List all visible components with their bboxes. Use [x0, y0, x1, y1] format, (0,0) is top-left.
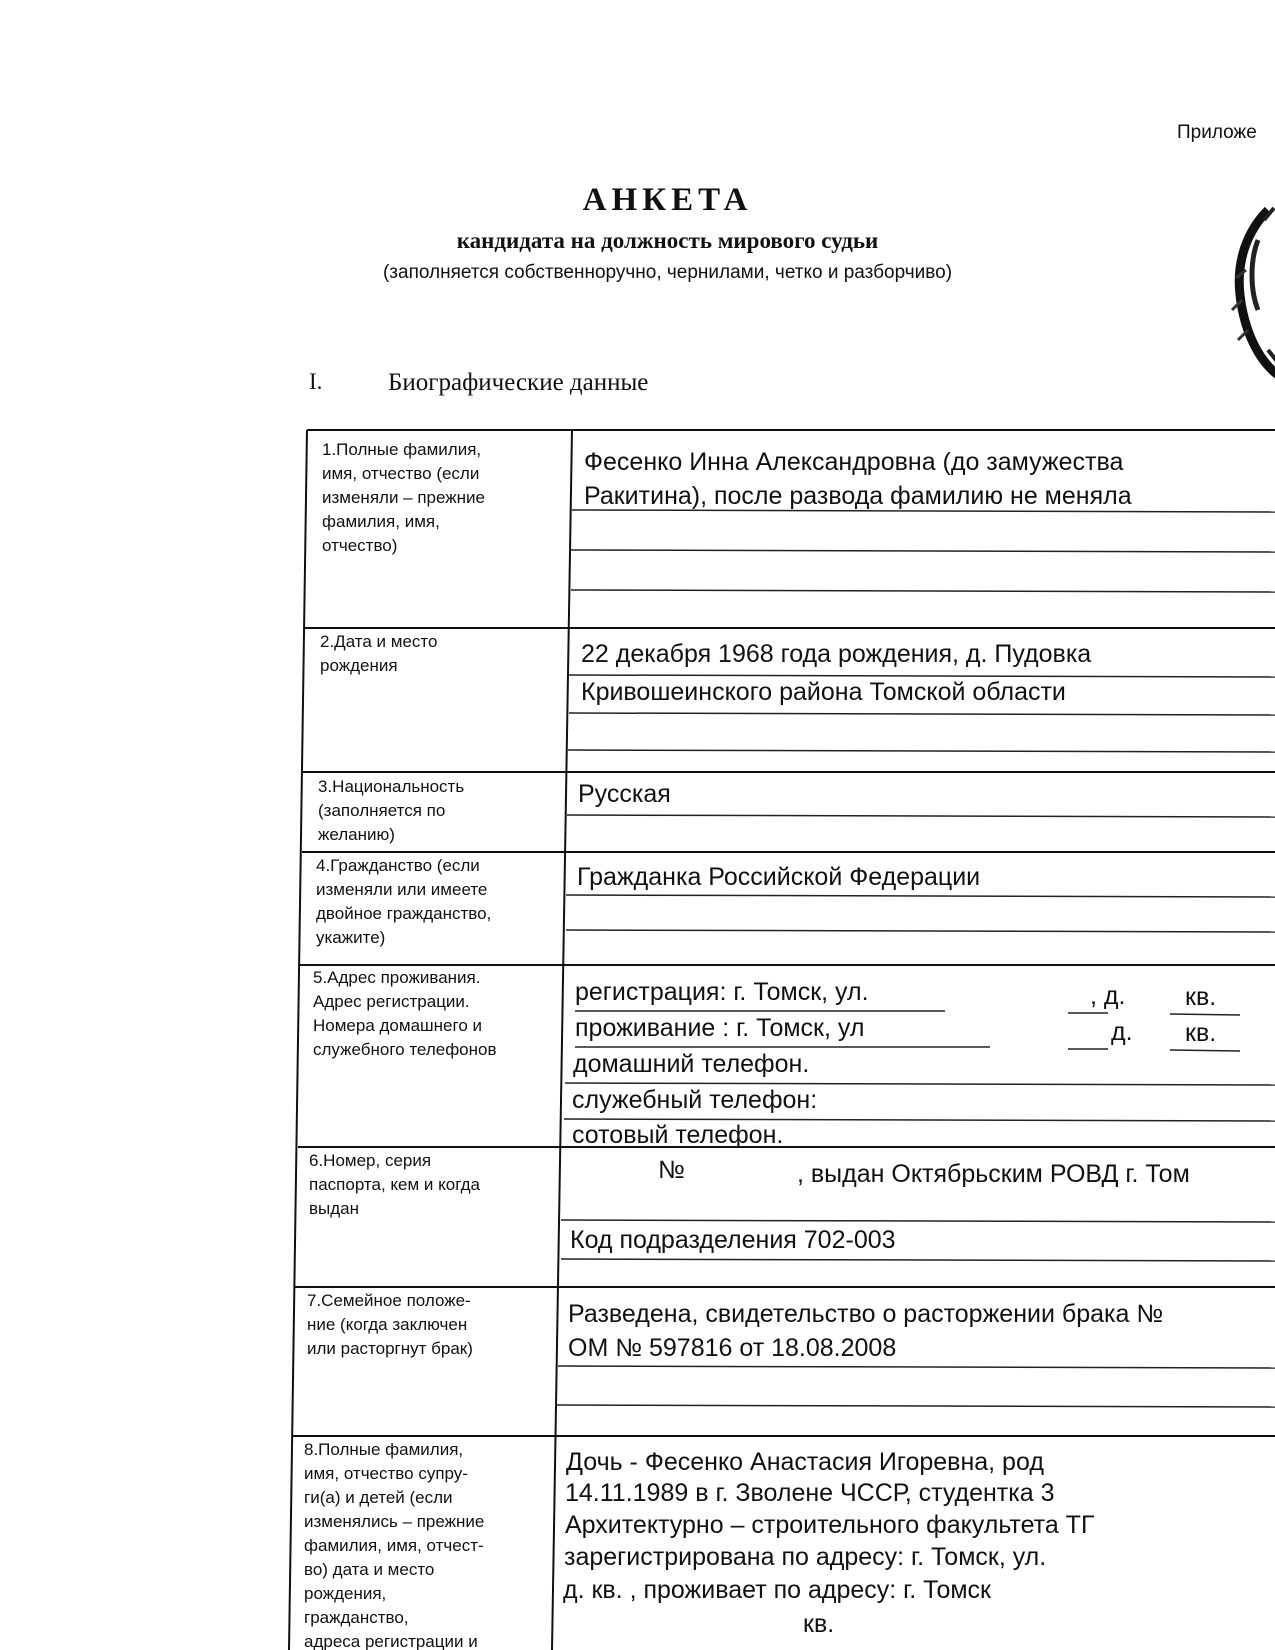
- family-line-5: д. кв. , проживает по адресу: г. Томск: [563, 1576, 991, 1604]
- family-line-2: 14.11.1989 в г. Зволене ЧССР, студентка 3: [565, 1479, 1055, 1507]
- passport-issued-by: , выдан Октябрьским РОВД г. Том: [797, 1160, 1190, 1188]
- full-name-line-1: Фесенко Инна Александровна (до замужества: [584, 448, 1124, 476]
- section-title: Биографические данные: [388, 369, 649, 396]
- field-label-birth: 2.Дата и место рождения: [320, 632, 438, 675]
- mobile-phone-line: сотовый телефон.: [572, 1121, 784, 1149]
- field-label-family-members: 8.Полные фамилия, имя, отчество супру- ги(а) и детей (если изменялись – прежние фамилия, имя, отчест- во) дата и место рождения, гражданство, адреса регистрации и: [304, 1440, 485, 1650]
- family-line-4: зарегистрирована по адресу: г. Томск, ул.: [564, 1543, 1047, 1571]
- field-label-full-name: 1.Полные фамилия, имя, отчество (если изменяли – прежние фамилия, имя, отчество): [322, 440, 485, 555]
- family-line-3: Архитектурно – строительного факультета ТГ: [565, 1511, 1095, 1539]
- residence-apartment: кв.: [1185, 1019, 1217, 1047]
- section-number: I.: [309, 369, 323, 394]
- passport-division-code: Код подразделения 702-003: [570, 1226, 896, 1254]
- citizenship-value: Гражданка Российской Федерации: [577, 863, 981, 891]
- registration-apartment: кв.: [1185, 983, 1217, 1011]
- field-label-passport: 6.Номер, серия паспорта, кем и когда выдан: [309, 1151, 481, 1218]
- birth-line-2: Кривошеинского района Томской области: [581, 678, 1066, 706]
- field-label-marital-status: 7.Семейное положе- ние (когда заключен или расторгнут брак): [307, 1291, 473, 1358]
- field-label-citizenship: 4.Гражданство (если изменяли или имеете двойное гражданство, укажите): [316, 856, 492, 947]
- nationality-value: Русская: [578, 780, 671, 808]
- family-line-6: кв.: [803, 1610, 835, 1638]
- field-label-nationality: 3.Национальность (заполняется по желанию): [318, 777, 465, 844]
- full-name-line-2: Ракитина), после развода фамилию не меняла: [584, 482, 1132, 510]
- registration-line: регистрация: г. Томск, ул.: [575, 978, 869, 1006]
- document-title: АНКЕТА: [582, 182, 753, 218]
- fill-instruction: (заполняется собственноручно, чернилами, четко и разборчиво): [382, 262, 953, 283]
- document-subtitle: кандидата на должность мирового судьи: [456, 228, 879, 253]
- home-phone-line: домашний телефон.: [573, 1050, 810, 1078]
- marital-status-line-1: Разведена, свидетельство о расторжении брака №: [568, 1300, 1164, 1328]
- passport-number-sign: №: [658, 1156, 685, 1184]
- field-label-address: 5.Адрес проживания. Адрес регистрации. Номера домашнего и служебного телефонов: [313, 968, 497, 1059]
- residence-line: проживание : г. Томск, ул: [575, 1014, 865, 1042]
- birth-line-1: 22 декабря 1968 года рождения, д. Пудовка: [581, 640, 1092, 668]
- marital-status-line-2: ОМ № 597816 от 18.08.2008: [568, 1334, 897, 1362]
- appendix-label: Приложе: [1177, 122, 1257, 143]
- work-phone-line: служебный телефон:: [572, 1086, 818, 1114]
- registration-house: , д.: [1090, 982, 1126, 1010]
- residence-house: д.: [1111, 1018, 1133, 1046]
- family-line-1: Дочь - Фесенко Анастасия Игоревна, род: [566, 1448, 1044, 1476]
